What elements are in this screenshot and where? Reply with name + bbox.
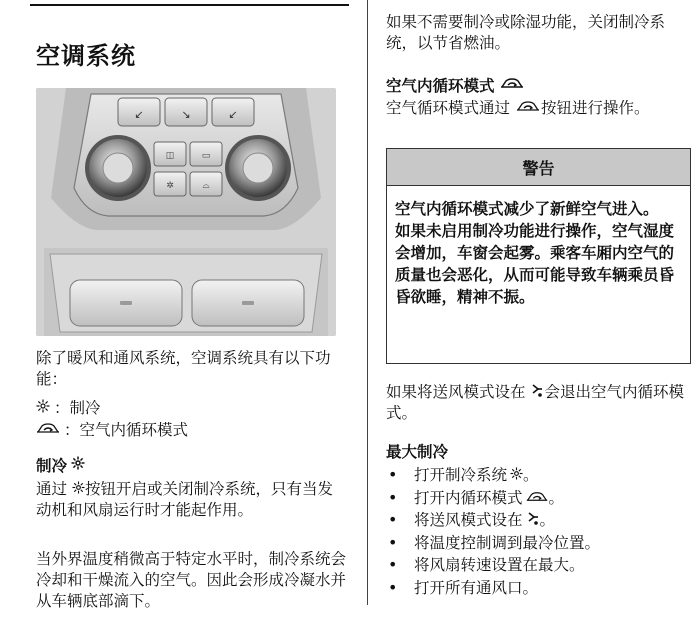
warning-body	[387, 186, 690, 308]
section-title: 空调系统	[36, 42, 136, 70]
list-item-text: • 打开制冷系统	[414, 466, 508, 484]
feature-cooling	[36, 398, 101, 419]
airflow-p-before: 如果将送风模式设在	[386, 383, 526, 401]
intro-paragraph: 除了暖风和通风系统，空调系统具有以下功能：	[36, 349, 331, 388]
cooling-p1-after: 按钮开启或关闭制冷系统，只有当发动机和风扇运行时才能起作用。	[36, 480, 333, 519]
recirculation-heading	[386, 74, 525, 96]
svg-text:▭: ▭	[201, 151, 211, 161]
warning-box	[386, 148, 691, 364]
list-item	[386, 554, 686, 577]
feature-recirculation-label: ：空气内循环模式	[64, 421, 189, 439]
svg-text:✲: ✲	[166, 181, 174, 191]
column-divider	[367, 0, 368, 605]
list-item-end: 。	[539, 511, 556, 530]
snowflake-icon	[36, 398, 50, 419]
recirculation-icon	[515, 98, 541, 119]
list-item-text: • 打开所有通风口。	[414, 578, 539, 597]
svg-text:◫: ◫	[165, 151, 175, 161]
list-item-text: • 将送风模式设在	[414, 511, 523, 530]
recirculation-icon	[36, 420, 60, 441]
feature-cooling-label: ：制冷	[54, 399, 101, 417]
snowflake-icon	[510, 464, 523, 487]
recirculation-heading-text: 空气内循环模式	[386, 77, 495, 95]
svg-text:↙: ↙	[134, 108, 144, 121]
max-cooling-list	[386, 464, 686, 600]
list-item	[386, 577, 686, 600]
warning-line-1: 空气内循环模式减少了新鲜空气进入。	[395, 200, 659, 218]
cooling-paragraph-2: 当外界温度稍微高于特定水平时，制冷系统会冷却和干燥流入的空气。因此会形成冷凝水并从车辆底部滴下。	[36, 550, 347, 610]
list-item-text: • 打开内循环模式	[414, 488, 523, 507]
feature-recirculation	[36, 420, 188, 441]
list-item	[386, 464, 686, 487]
airflow-p-after: 会退出空气内循环模式。	[386, 383, 684, 422]
top-rule	[30, 4, 349, 6]
recirculation-icon	[525, 487, 549, 510]
airflow-mode-icon	[526, 509, 540, 532]
recirculation-paragraph	[386, 98, 682, 119]
recirculation-p-before: 空气循环模式通过	[386, 99, 511, 117]
warning-title: 警告	[387, 149, 690, 186]
cooling-p1-before: 通过	[36, 480, 68, 498]
recirculation-p-after: 按钮进行操作。	[540, 99, 650, 117]
list-item-end: 。	[523, 466, 539, 484]
list-item	[386, 509, 686, 532]
recirculation-icon	[499, 76, 525, 94]
svg-text:⌓: ⌓	[202, 181, 210, 191]
svg-text:↘: ↘	[181, 108, 191, 121]
fuel-saving-paragraph: 如果不需要制冷或除湿功能，关闭制冷系统，以节省燃油。	[386, 13, 666, 52]
cooling-heading-text: 制冷	[36, 457, 68, 475]
airflow-mode-paragraph	[386, 382, 686, 424]
cooling-heading	[36, 454, 85, 476]
airflow-mode-icon	[530, 382, 544, 403]
list-item-text: • 将温度控制调到最冷位置。	[414, 533, 601, 552]
climate-control-panel-figure	[36, 88, 336, 336]
warning-line-2: 如果未启用制冷功能进行操作，空气湿度会增加，车窗会起雾。乘客车厢内空气的质量也会恶化，从而可能导致车辆乘员昏昏欲睡，精神不振。	[395, 222, 675, 306]
list-item-text: • 将风扇转速设置在最大。	[414, 556, 585, 575]
svg-text:↙: ↙	[228, 108, 238, 121]
max-cooling-heading: 最大制冷	[386, 443, 449, 461]
snowflake-icon	[72, 479, 85, 500]
list-item	[386, 487, 686, 510]
list-item-end: 。	[548, 488, 565, 507]
cooling-paragraph-1	[36, 479, 348, 521]
snowflake-icon	[71, 456, 85, 474]
list-item	[386, 532, 686, 555]
